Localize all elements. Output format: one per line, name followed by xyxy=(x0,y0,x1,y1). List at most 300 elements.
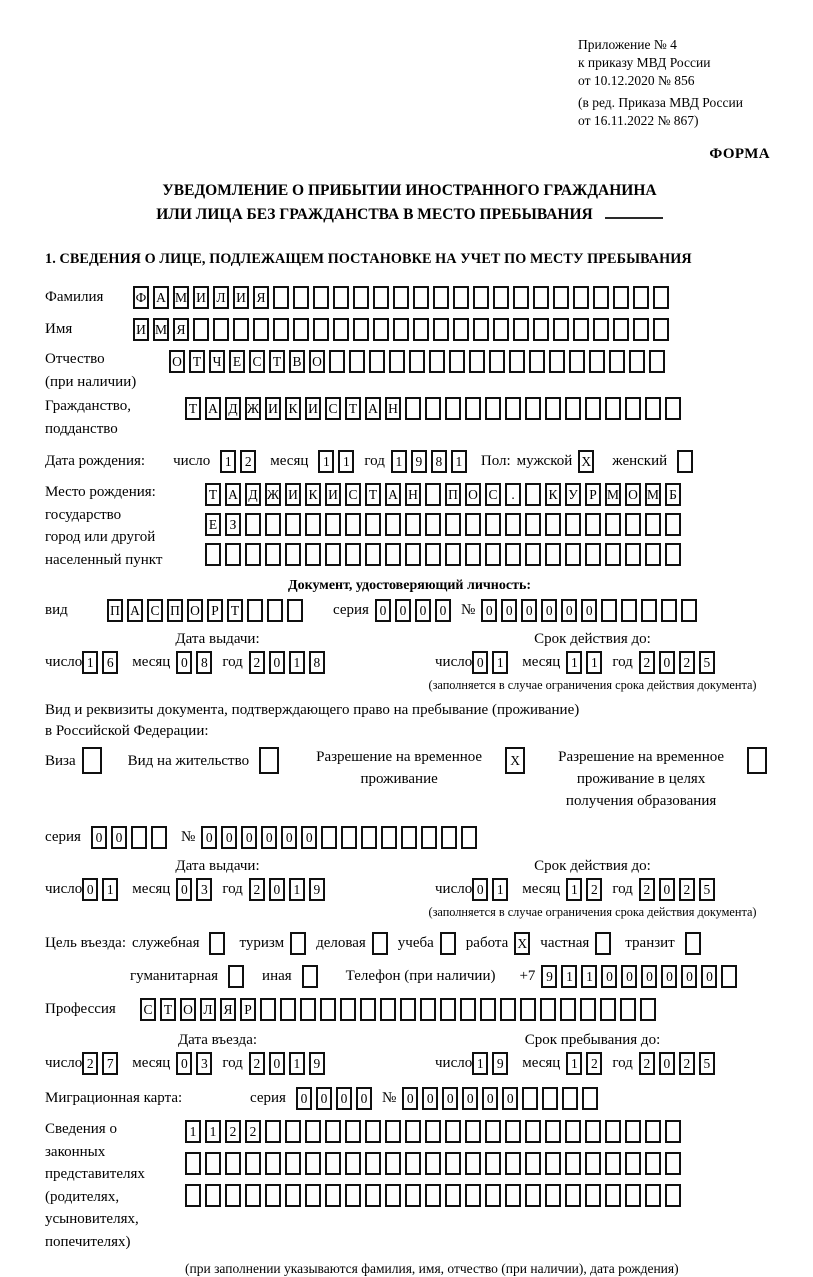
char-cell[interactable] xyxy=(333,318,349,341)
char-cell[interactable] xyxy=(365,1152,381,1175)
char-cell[interactable] xyxy=(545,1152,561,1175)
char-cell[interactable] xyxy=(585,397,601,420)
char-cell[interactable]: 0 xyxy=(462,1087,478,1110)
char-cell[interactable] xyxy=(520,998,536,1021)
char-cell[interactable] xyxy=(325,543,341,566)
char-cell[interactable] xyxy=(245,1184,261,1207)
char-cell[interactable] xyxy=(273,286,289,309)
char-cell[interactable]: 1 xyxy=(338,450,354,473)
char-cell[interactable]: 0 xyxy=(176,651,192,674)
char-cell[interactable]: 2 xyxy=(679,878,695,901)
char-cell[interactable] xyxy=(333,286,349,309)
char-cell[interactable] xyxy=(233,318,249,341)
char-cell[interactable] xyxy=(542,1087,558,1110)
char-cell[interactable] xyxy=(445,513,461,536)
char-cell[interactable]: X xyxy=(505,747,525,774)
char-cell[interactable] xyxy=(585,1120,601,1143)
char-cell[interactable]: 1 xyxy=(205,1120,221,1143)
char-cell[interactable]: 1 xyxy=(391,450,407,473)
char-cell[interactable] xyxy=(465,397,481,420)
char-cell[interactable]: 0 xyxy=(301,826,317,849)
char-cell[interactable] xyxy=(131,826,147,849)
char-cell[interactable]: 1 xyxy=(451,450,467,473)
char-cell[interactable]: 0 xyxy=(402,1087,418,1110)
char-cell[interactable] xyxy=(400,998,416,1021)
char-cell[interactable] xyxy=(625,1184,641,1207)
char-cell[interactable]: М xyxy=(605,483,621,506)
char-cell[interactable] xyxy=(485,1120,501,1143)
char-cell[interactable]: 9 xyxy=(541,965,557,988)
char-cell[interactable]: С xyxy=(485,483,501,506)
char-cell[interactable]: К xyxy=(285,397,301,420)
char-cell[interactable]: Н xyxy=(405,483,421,506)
char-cell[interactable]: . xyxy=(505,483,521,506)
char-cell[interactable]: 2 xyxy=(679,1052,695,1075)
char-cell[interactable]: 0 xyxy=(422,1087,438,1110)
char-cell[interactable] xyxy=(569,350,585,373)
char-cell[interactable] xyxy=(413,318,429,341)
char-cell[interactable]: Т xyxy=(365,483,381,506)
char-cell[interactable] xyxy=(393,318,409,341)
char-cell[interactable] xyxy=(533,318,549,341)
char-cell[interactable] xyxy=(565,1120,581,1143)
char-cell[interactable] xyxy=(300,998,316,1021)
char-cell[interactable] xyxy=(445,397,461,420)
char-cell[interactable]: Д xyxy=(245,483,261,506)
char-cell[interactable]: 8 xyxy=(309,651,325,674)
char-cell[interactable] xyxy=(425,513,441,536)
char-cell[interactable] xyxy=(665,1152,681,1175)
char-cell[interactable]: 0 xyxy=(395,599,411,622)
char-cell[interactable] xyxy=(305,1184,321,1207)
char-cell[interactable] xyxy=(665,397,681,420)
char-cell[interactable] xyxy=(605,397,621,420)
char-cell[interactable]: 3 xyxy=(196,1052,212,1075)
char-cell[interactable] xyxy=(285,1120,301,1143)
char-cell[interactable]: 0 xyxy=(336,1087,352,1110)
char-cell[interactable] xyxy=(285,1184,301,1207)
char-cell[interactable] xyxy=(513,286,529,309)
char-cell[interactable] xyxy=(485,397,501,420)
char-cell[interactable]: 1 xyxy=(581,965,597,988)
char-cell[interactable]: 0 xyxy=(659,1052,675,1075)
char-cell[interactable] xyxy=(265,543,281,566)
char-cell[interactable] xyxy=(365,513,381,536)
char-cell[interactable] xyxy=(565,1184,581,1207)
char-cell[interactable] xyxy=(385,1152,401,1175)
char-cell[interactable]: 0 xyxy=(241,826,257,849)
char-cell[interactable]: 0 xyxy=(481,599,497,622)
char-cell[interactable] xyxy=(385,1184,401,1207)
char-cell[interactable]: С xyxy=(325,397,341,420)
char-cell[interactable] xyxy=(505,1120,521,1143)
char-cell[interactable]: 1 xyxy=(586,651,602,674)
char-cell[interactable] xyxy=(625,1152,641,1175)
char-cell[interactable]: 8 xyxy=(196,651,212,674)
char-cell[interactable] xyxy=(293,286,309,309)
char-cell[interactable] xyxy=(405,1184,421,1207)
char-cell[interactable]: 0 xyxy=(82,878,98,901)
char-cell[interactable]: Т xyxy=(227,599,243,622)
char-cell[interactable]: 0 xyxy=(269,1052,285,1075)
char-cell[interactable]: 0 xyxy=(681,965,697,988)
char-cell[interactable] xyxy=(313,318,329,341)
char-cell[interactable]: 9 xyxy=(309,1052,325,1075)
char-cell[interactable]: И xyxy=(305,397,321,420)
char-cell[interactable]: Т xyxy=(269,350,285,373)
char-cell[interactable] xyxy=(340,998,356,1021)
char-cell[interactable] xyxy=(593,286,609,309)
char-cell[interactable]: И xyxy=(233,286,249,309)
char-cell[interactable] xyxy=(645,1120,661,1143)
char-cell[interactable]: 2 xyxy=(240,450,256,473)
char-cell[interactable]: 1 xyxy=(561,965,577,988)
char-cell[interactable] xyxy=(373,286,389,309)
char-cell[interactable]: С xyxy=(345,483,361,506)
char-cell[interactable] xyxy=(290,932,306,955)
char-cell[interactable] xyxy=(341,826,357,849)
char-cell[interactable] xyxy=(565,543,581,566)
char-cell[interactable] xyxy=(320,998,336,1021)
char-cell[interactable]: О xyxy=(625,483,641,506)
char-cell[interactable]: А xyxy=(385,483,401,506)
char-cell[interactable]: Б xyxy=(665,483,681,506)
char-cell[interactable] xyxy=(245,1152,261,1175)
char-cell[interactable] xyxy=(440,932,456,955)
char-cell[interactable] xyxy=(525,397,541,420)
char-cell[interactable]: У xyxy=(565,483,581,506)
char-cell[interactable] xyxy=(185,1184,201,1207)
char-cell[interactable] xyxy=(259,747,279,774)
char-cell[interactable] xyxy=(493,286,509,309)
char-cell[interactable] xyxy=(480,998,496,1021)
char-cell[interactable]: 2 xyxy=(249,651,265,674)
char-cell[interactable]: А xyxy=(153,286,169,309)
char-cell[interactable] xyxy=(513,318,529,341)
char-cell[interactable]: Т xyxy=(345,397,361,420)
char-cell[interactable]: 1 xyxy=(566,651,582,674)
char-cell[interactable]: 1 xyxy=(289,651,305,674)
char-cell[interactable] xyxy=(509,350,525,373)
char-cell[interactable] xyxy=(381,826,397,849)
char-cell[interactable] xyxy=(585,1152,601,1175)
char-cell[interactable] xyxy=(245,543,261,566)
char-cell[interactable]: О xyxy=(187,599,203,622)
char-cell[interactable] xyxy=(465,1120,481,1143)
char-cell[interactable]: 0 xyxy=(261,826,277,849)
char-cell[interactable]: X xyxy=(578,450,594,473)
char-cell[interactable] xyxy=(633,318,649,341)
char-cell[interactable] xyxy=(500,998,516,1021)
char-cell[interactable] xyxy=(485,513,501,536)
char-cell[interactable] xyxy=(545,513,561,536)
char-cell[interactable]: 1 xyxy=(566,1052,582,1075)
char-cell[interactable] xyxy=(321,826,337,849)
char-cell[interactable] xyxy=(265,1184,281,1207)
char-cell[interactable] xyxy=(545,1120,561,1143)
char-cell[interactable] xyxy=(209,932,225,955)
char-cell[interactable]: 2 xyxy=(586,878,602,901)
char-cell[interactable] xyxy=(369,350,385,373)
char-cell[interactable] xyxy=(665,513,681,536)
char-cell[interactable] xyxy=(625,513,641,536)
char-cell[interactable]: 0 xyxy=(541,599,557,622)
char-cell[interactable] xyxy=(405,513,421,536)
char-cell[interactable] xyxy=(385,513,401,536)
char-cell[interactable]: 0 xyxy=(269,878,285,901)
char-cell[interactable]: 0 xyxy=(415,599,431,622)
char-cell[interactable] xyxy=(425,1184,441,1207)
char-cell[interactable]: 1 xyxy=(289,878,305,901)
char-cell[interactable]: 2 xyxy=(249,1052,265,1075)
char-cell[interactable] xyxy=(353,318,369,341)
char-cell[interactable] xyxy=(425,1152,441,1175)
char-cell[interactable] xyxy=(302,965,318,988)
char-cell[interactable]: 2 xyxy=(249,878,265,901)
char-cell[interactable]: Р xyxy=(207,599,223,622)
char-cell[interactable] xyxy=(653,286,669,309)
char-cell[interactable] xyxy=(661,599,677,622)
char-cell[interactable] xyxy=(505,397,521,420)
char-cell[interactable]: 0 xyxy=(502,1087,518,1110)
char-cell[interactable] xyxy=(425,1120,441,1143)
char-cell[interactable] xyxy=(253,318,269,341)
char-cell[interactable]: 8 xyxy=(431,450,447,473)
char-cell[interactable]: 0 xyxy=(375,599,391,622)
char-cell[interactable]: О xyxy=(465,483,481,506)
char-cell[interactable]: Д xyxy=(225,397,241,420)
char-cell[interactable]: П xyxy=(167,599,183,622)
char-cell[interactable] xyxy=(582,1087,598,1110)
char-cell[interactable] xyxy=(445,1184,461,1207)
char-cell[interactable] xyxy=(573,318,589,341)
char-cell[interactable] xyxy=(493,318,509,341)
char-cell[interactable] xyxy=(549,350,565,373)
char-cell[interactable]: С xyxy=(249,350,265,373)
char-cell[interactable] xyxy=(641,599,657,622)
char-cell[interactable]: 0 xyxy=(601,965,617,988)
char-cell[interactable] xyxy=(213,318,229,341)
char-cell[interactable] xyxy=(449,350,465,373)
char-cell[interactable]: 0 xyxy=(435,599,451,622)
char-cell[interactable]: А xyxy=(225,483,241,506)
char-cell[interactable] xyxy=(605,1184,621,1207)
char-cell[interactable] xyxy=(645,1152,661,1175)
char-cell[interactable] xyxy=(245,513,261,536)
char-cell[interactable] xyxy=(525,483,541,506)
char-cell[interactable] xyxy=(267,599,283,622)
char-cell[interactable] xyxy=(585,1184,601,1207)
char-cell[interactable]: 1 xyxy=(289,1052,305,1075)
char-cell[interactable] xyxy=(273,318,289,341)
char-cell[interactable] xyxy=(600,998,616,1021)
char-cell[interactable] xyxy=(649,350,665,373)
char-cell[interactable] xyxy=(405,1120,421,1143)
char-cell[interactable] xyxy=(580,998,596,1021)
char-cell[interactable]: X xyxy=(514,932,530,955)
char-cell[interactable]: 0 xyxy=(581,599,597,622)
char-cell[interactable]: 1 xyxy=(82,651,98,674)
char-cell[interactable] xyxy=(605,543,621,566)
char-cell[interactable]: С xyxy=(140,998,156,1021)
char-cell[interactable] xyxy=(393,286,409,309)
char-cell[interactable] xyxy=(640,998,656,1021)
char-cell[interactable] xyxy=(265,513,281,536)
char-cell[interactable]: З xyxy=(225,513,241,536)
char-cell[interactable] xyxy=(545,543,561,566)
char-cell[interactable] xyxy=(685,932,701,955)
char-cell[interactable] xyxy=(345,1152,361,1175)
char-cell[interactable] xyxy=(553,286,569,309)
char-cell[interactable] xyxy=(473,286,489,309)
char-cell[interactable]: 0 xyxy=(356,1087,372,1110)
char-cell[interactable] xyxy=(345,543,361,566)
char-cell[interactable] xyxy=(585,513,601,536)
char-cell[interactable] xyxy=(425,397,441,420)
char-cell[interactable] xyxy=(453,318,469,341)
char-cell[interactable] xyxy=(293,318,309,341)
char-cell[interactable] xyxy=(365,1120,381,1143)
char-cell[interactable] xyxy=(665,543,681,566)
char-cell[interactable]: 0 xyxy=(561,599,577,622)
char-cell[interactable]: 1 xyxy=(492,878,508,901)
char-cell[interactable] xyxy=(645,543,661,566)
char-cell[interactable] xyxy=(505,543,521,566)
char-cell[interactable] xyxy=(593,318,609,341)
char-cell[interactable] xyxy=(589,350,605,373)
char-cell[interactable]: И xyxy=(133,318,149,341)
char-cell[interactable]: 1 xyxy=(492,651,508,674)
char-cell[interactable] xyxy=(653,318,669,341)
char-cell[interactable] xyxy=(565,1152,581,1175)
char-cell[interactable]: 0 xyxy=(296,1087,312,1110)
char-cell[interactable] xyxy=(433,318,449,341)
char-cell[interactable] xyxy=(265,1152,281,1175)
char-cell[interactable] xyxy=(385,1120,401,1143)
char-cell[interactable] xyxy=(585,543,601,566)
char-cell[interactable] xyxy=(465,543,481,566)
char-cell[interactable] xyxy=(605,1152,621,1175)
char-cell[interactable]: И xyxy=(285,483,301,506)
char-cell[interactable] xyxy=(420,998,436,1021)
char-cell[interactable] xyxy=(429,350,445,373)
char-cell[interactable]: Н xyxy=(385,397,401,420)
char-cell[interactable]: 0 xyxy=(176,878,192,901)
char-cell[interactable]: П xyxy=(445,483,461,506)
char-cell[interactable]: 2 xyxy=(225,1120,241,1143)
char-cell[interactable] xyxy=(193,318,209,341)
char-cell[interactable]: 0 xyxy=(442,1087,458,1110)
char-cell[interactable] xyxy=(349,350,365,373)
char-cell[interactable] xyxy=(613,286,629,309)
char-cell[interactable] xyxy=(505,1152,521,1175)
char-cell[interactable]: 9 xyxy=(411,450,427,473)
char-cell[interactable]: Р xyxy=(585,483,601,506)
char-cell[interactable]: М xyxy=(173,286,189,309)
char-cell[interactable] xyxy=(629,350,645,373)
char-cell[interactable] xyxy=(285,543,301,566)
char-cell[interactable]: Л xyxy=(200,998,216,1021)
char-cell[interactable] xyxy=(485,543,501,566)
char-cell[interactable]: 0 xyxy=(269,651,285,674)
char-cell[interactable]: 0 xyxy=(659,878,675,901)
char-cell[interactable] xyxy=(609,350,625,373)
char-cell[interactable] xyxy=(305,1152,321,1175)
char-cell[interactable] xyxy=(305,1120,321,1143)
char-cell[interactable]: 1 xyxy=(472,1052,488,1075)
char-cell[interactable]: Я xyxy=(220,998,236,1021)
char-cell[interactable] xyxy=(280,998,296,1021)
char-cell[interactable] xyxy=(565,397,581,420)
char-cell[interactable] xyxy=(645,1184,661,1207)
char-cell[interactable]: К xyxy=(305,483,321,506)
char-cell[interactable] xyxy=(305,543,321,566)
char-cell[interactable]: 1 xyxy=(566,878,582,901)
char-cell[interactable] xyxy=(605,513,621,536)
char-cell[interactable] xyxy=(353,286,369,309)
char-cell[interactable] xyxy=(325,1184,341,1207)
char-cell[interactable] xyxy=(485,1184,501,1207)
char-cell[interactable]: 0 xyxy=(176,1052,192,1075)
char-cell[interactable]: 0 xyxy=(501,599,517,622)
char-cell[interactable] xyxy=(465,1152,481,1175)
char-cell[interactable] xyxy=(365,543,381,566)
char-cell[interactable] xyxy=(82,747,102,774)
char-cell[interactable]: 0 xyxy=(521,599,537,622)
char-cell[interactable]: 0 xyxy=(659,651,675,674)
char-cell[interactable]: 0 xyxy=(316,1087,332,1110)
char-cell[interactable]: 0 xyxy=(111,826,127,849)
char-cell[interactable]: А xyxy=(127,599,143,622)
char-cell[interactable] xyxy=(565,513,581,536)
char-cell[interactable] xyxy=(260,998,276,1021)
char-cell[interactable]: 9 xyxy=(492,1052,508,1075)
char-cell[interactable]: 1 xyxy=(102,878,118,901)
char-cell[interactable]: 1 xyxy=(185,1120,201,1143)
char-cell[interactable]: Р xyxy=(240,998,256,1021)
char-cell[interactable] xyxy=(345,513,361,536)
char-cell[interactable] xyxy=(453,286,469,309)
char-cell[interactable]: 2 xyxy=(245,1120,261,1143)
char-cell[interactable]: Ф xyxy=(133,286,149,309)
char-cell[interactable] xyxy=(677,450,693,473)
char-cell[interactable] xyxy=(747,747,767,774)
char-cell[interactable]: 0 xyxy=(661,965,677,988)
char-cell[interactable]: Е xyxy=(205,513,221,536)
char-cell[interactable] xyxy=(425,483,441,506)
char-cell[interactable] xyxy=(205,1184,221,1207)
char-cell[interactable]: Т xyxy=(160,998,176,1021)
char-cell[interactable] xyxy=(465,1184,481,1207)
char-cell[interactable]: Т xyxy=(185,397,201,420)
char-cell[interactable] xyxy=(325,513,341,536)
char-cell[interactable]: 2 xyxy=(586,1052,602,1075)
char-cell[interactable]: О xyxy=(180,998,196,1021)
char-cell[interactable] xyxy=(505,1184,521,1207)
char-cell[interactable] xyxy=(445,1152,461,1175)
char-cell[interactable] xyxy=(425,543,441,566)
char-cell[interactable] xyxy=(489,350,505,373)
char-cell[interactable]: Я xyxy=(173,318,189,341)
char-cell[interactable] xyxy=(545,1184,561,1207)
char-cell[interactable]: 2 xyxy=(82,1052,98,1075)
char-cell[interactable]: 0 xyxy=(472,651,488,674)
char-cell[interactable]: Я xyxy=(253,286,269,309)
char-cell[interactable] xyxy=(205,543,221,566)
char-cell[interactable] xyxy=(401,826,417,849)
char-cell[interactable]: Ж xyxy=(265,483,281,506)
char-cell[interactable]: М xyxy=(645,483,661,506)
